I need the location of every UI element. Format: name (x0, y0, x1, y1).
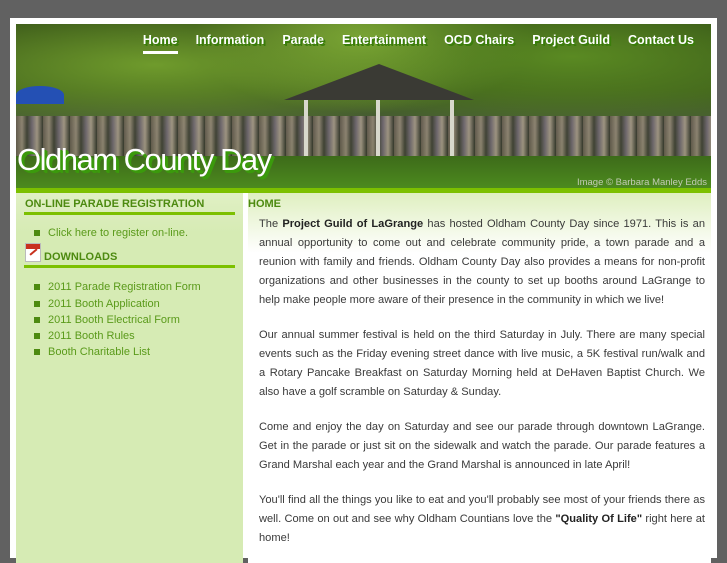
header-banner (16, 24, 711, 188)
download-booth-application[interactable]: 2011 Booth Application (34, 296, 243, 312)
nav-home[interactable]: Home (134, 32, 187, 48)
quality-of-life-text: "Quality Of Life" (555, 513, 643, 525)
registration-heading: ON-LINE PARADE REGISTRATION (24, 193, 235, 215)
main-body (248, 210, 711, 548)
page-container (10, 18, 717, 558)
page-heading: HOME (248, 198, 281, 210)
downloads-heading-label: DOWNLOADS (44, 251, 118, 264)
nav-project-guild[interactable]: Project Guild (532, 33, 611, 47)
main-content (248, 193, 711, 563)
download-booth-charitable-list[interactable]: Booth Charitable List (34, 344, 243, 360)
nav-ocd-chairs[interactable]: OCD Chairs (444, 33, 515, 47)
festival-paragraph: Our annual summer festival is held on the third Saturday in July. There are many special events such as the Friday evening street dance with live music, a 5K festival run/walk and a Rotary Pancake Breakfast on Saturday Morning held at DeHaven Baptist Church. We also have a golf scramble on Saturday & Sunday. (259, 329, 705, 398)
nav-contact-us[interactable]: Contact Us (628, 33, 694, 47)
download-booth-rules[interactable]: 2011 Booth Rules (34, 328, 243, 344)
register-online-link[interactable]: Click here to register on-line. (34, 225, 243, 241)
download-parade-registration-form[interactable]: 2011 Parade Registration Form (34, 279, 243, 295)
nav-parade[interactable]: Parade (282, 33, 325, 47)
closing-paragraph: You'll find all the things you like to eat and you'll probably see most of your friends there as well. Come on out and see why Oldham Countians love the "Quality Of Life" right here at home! (259, 494, 705, 544)
banner-photo-umbrella (16, 86, 64, 104)
project-guild-name: Project Guild of LaGrange (282, 218, 424, 230)
site-title: Oldham County Day (17, 142, 271, 177)
downloads-list (16, 279, 243, 360)
sidebar (16, 193, 243, 563)
download-booth-electrical-form[interactable]: 2011 Booth Electrical Form (34, 312, 243, 328)
intro-paragraph: The Project Guild of LaGrange has hosted Oldham County Day since 1971. This is an annual opportunity to come out and celebrate community pride, a town parade and a reunion with family and friends. Oldham County Day also provides a means for non-profit organizations and other businesses in the county to set up booths around LaGrange to help make people more aware of their presence in the community in which we live! (259, 218, 705, 306)
main-nav (134, 32, 703, 48)
nav-entertainment[interactable]: Entertainment (342, 33, 427, 47)
pdf-icon (25, 243, 41, 262)
image-credit: Image © Barbara Manley Edds (576, 177, 707, 188)
registration-list (16, 225, 243, 241)
parade-paragraph: Come and enjoy the day on Saturday and see our parade through downtown LaGrange. Get in the parade or just sit on the sidewalk and watch the parade. Our parade features a Grand Marshal each year and the Grand Marshal is announced in late April! (259, 421, 705, 471)
nav-information[interactable]: Information (195, 33, 265, 47)
downloads-heading (24, 241, 235, 268)
